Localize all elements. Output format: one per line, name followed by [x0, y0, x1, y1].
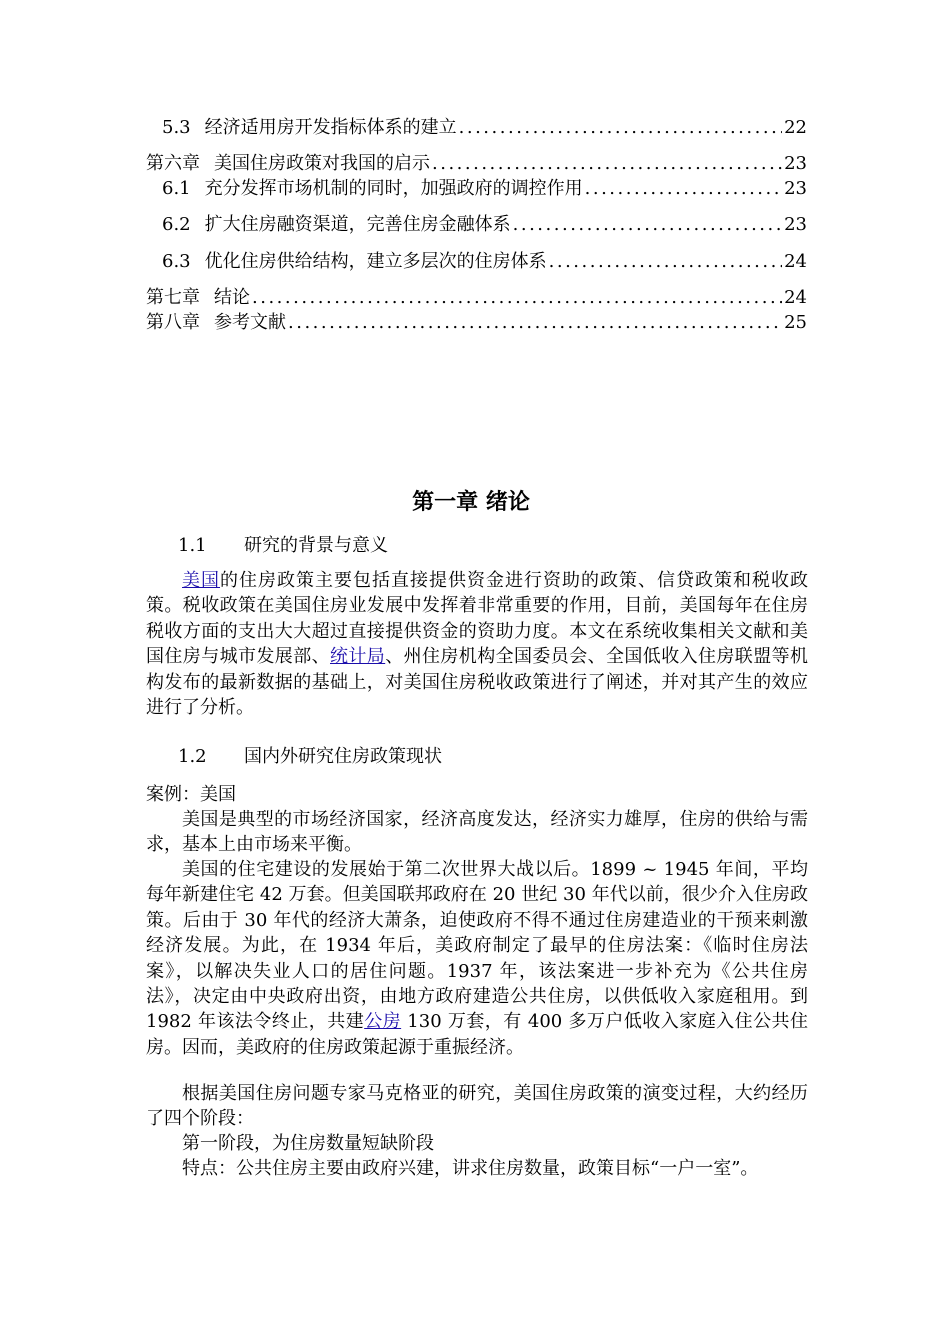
section-title: 国内外研究住房政策现状: [244, 746, 442, 767]
toc-entry-page: 23: [784, 153, 807, 174]
toc-entry-page: 24: [784, 251, 807, 272]
toc-entry-number: 第七章: [146, 287, 200, 308]
toc-entry-number: 第六章: [146, 153, 200, 174]
paragraph-background: [146, 568, 808, 720]
link-usa[interactable]: 美国: [182, 570, 220, 591]
toc-entry[interactable]: [162, 250, 807, 274]
paragraph-housing-history: [146, 857, 808, 1060]
paragraph-text: 130 万套，有 400 多万户低收入家庭入住公共住房。因而，美政府的住房政策起源于重振经济。: [146, 1011, 809, 1058]
section-heading-1-2: [178, 744, 442, 770]
link-statistics-bureau[interactable]: 统计局: [330, 646, 386, 668]
toc-entry-page: 23: [784, 178, 807, 199]
toc-entry-number: 6.2: [162, 214, 191, 235]
toc-entry-number: 6.1: [162, 178, 191, 199]
toc-leader-dots: [511, 213, 782, 237]
paragraph-stage-one: 第一阶段，为住房数量短缺阶段: [182, 1133, 434, 1154]
toc-leader-dots: [430, 152, 782, 176]
paragraph-stage-one-features: 特点：公共住房主要由政府兴建，讲求住房数量，政策目标“一户一室”。: [182, 1158, 759, 1179]
section-heading-1-1: [178, 533, 388, 559]
toc-entry[interactable]: [162, 177, 807, 201]
section-number: 1.2: [178, 746, 207, 767]
toc-leader-dots: [583, 177, 782, 201]
toc-leader-dots: [547, 250, 782, 274]
toc-entry-page: 22: [784, 117, 807, 138]
toc-leader-dots: [457, 116, 782, 140]
toc-entry-title: 优化住房供给结构，建立多层次的住房体系: [204, 251, 547, 272]
toc-entry-title: 美国住房政策对我国的启示: [214, 153, 430, 174]
toc-entry[interactable]: [162, 213, 807, 237]
toc-entry-title: 参考文献: [214, 312, 286, 333]
paragraph-market-economy: 美国是典型的市场经济国家，经济高度发达，经济实力雄厚，住房的供给与需求，基本上由市场来平衡。: [146, 809, 808, 856]
toc-entry-title: 经济适用房开发指标体系的建立: [204, 117, 457, 138]
toc-entry-number: 5.3: [162, 117, 191, 138]
toc-entry[interactable]: [146, 286, 807, 310]
section-number: 1.1: [178, 535, 207, 556]
toc-leader-dots: [286, 311, 782, 335]
toc-entry-title: 结论: [214, 287, 250, 308]
case-label: 案例：美国: [146, 784, 236, 805]
paragraph-text: 美国的住宅建设的发展始于第二次世界大战以后。1899 ~ 1945 年间，平均每年新建住宅 42 万套。但美国联邦政府在 20 世纪 30 年代以前，很少介入住房政策。后由于 30 年代的经济大萧条，迫使政府不得不通过住房建造业的干预来刺激经济发展。为此，在 1934 年后，美政府制定了最早的住房法案：《临时住房法案》，以解决失业人口的居住问题。1937 年，该法案进一步补充为《公共住房法》，决定由中央政府出资，由地方政府建造公共住房，以供低收入家庭租用。到 1982 年该法令终止，共建: [146, 859, 808, 1033]
toc-entry-page: 25: [784, 312, 807, 333]
paragraph-four-stages: 根据美国住房问题专家马克格亚的研究，美国住房政策的演变过程，大约经历了四个阶段：: [146, 1083, 808, 1130]
paragraph-text: 的住房政策主要包括直接提供资金进行资助的政策、信贷政策和税收政策。税收政策在美国住房业发展中发挥着非常重要的作用，目前，美国每年在住房税收方面的支出大大超过直接提供资金的资助力度。本文在系统收集相关文献和美国住房与城市发展部、: [146, 570, 808, 668]
toc-entry[interactable]: [162, 116, 807, 140]
section-title: 研究的背景与意义: [244, 535, 388, 556]
toc-entry-title: 充分发挥市场机制的同时，加强政府的调控作用: [204, 178, 583, 199]
toc-entry[interactable]: [146, 152, 807, 176]
paragraph-text: 、州住房机构全国委员会、全国低收入住房联盟等机构发布的最新数据的基础上，对美国住房税收政策进行了阐述，并对其产生的效应进行了分析。: [146, 646, 809, 719]
toc-entry[interactable]: [146, 311, 807, 335]
toc-entry-page: 23: [784, 214, 807, 235]
toc-entry-number: 第八章: [146, 312, 200, 333]
toc-entry-number: 6.3: [162, 251, 191, 272]
toc-leader-dots: [250, 286, 782, 310]
toc-entry-title: 扩大住房融资渠道，完善住房金融体系: [204, 214, 511, 235]
chapter-title: 第一章 绪论: [412, 489, 530, 515]
link-public-housing[interactable]: 公房: [364, 1011, 402, 1033]
toc-entry-page: 24: [784, 287, 807, 308]
